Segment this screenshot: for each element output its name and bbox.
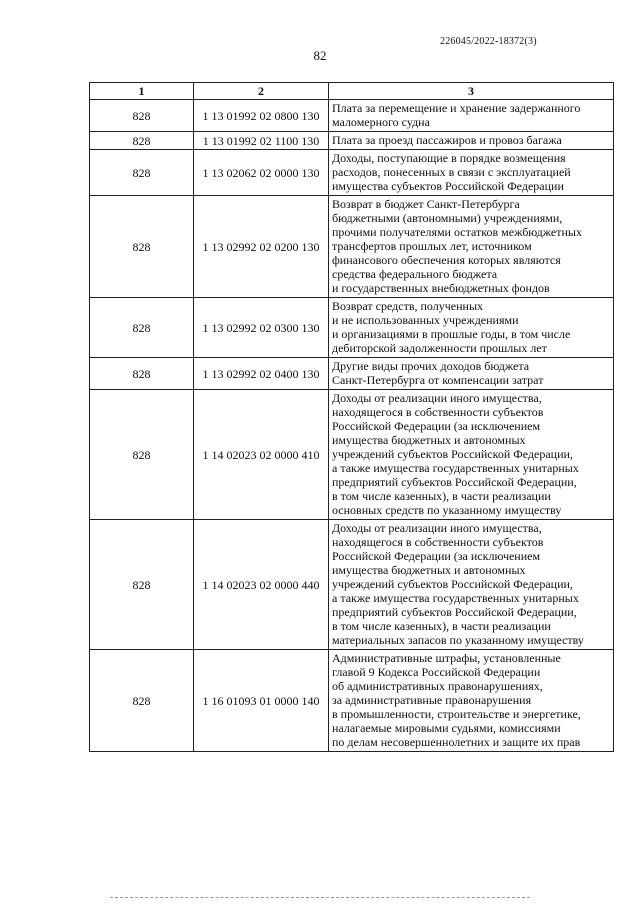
admin-code-cell: 828 <box>90 100 194 132</box>
description-text: Административные штрафы, установленные главой 9 Кодекса Российской Федерации об административных правонарушениях, за административные правонарушения в промышленности, строительстве и энергетике, налагаемые мировыми судьями, комиссиями по делам несовершеннолетних и защите их прав <box>332 651 581 749</box>
table-row <box>90 100 614 132</box>
budget-code-cell: 1 13 02992 02 0400 130 <box>194 358 329 390</box>
admin-code-cell: 828 <box>90 150 194 196</box>
admin-code-cell: 828 <box>90 520 194 650</box>
description-cell <box>329 100 614 132</box>
admin-code-cell: 828 <box>90 358 194 390</box>
table-row <box>90 298 614 358</box>
description-text: Возврат в бюджет Санкт-Петербурга бюджетными (автономными) учреждениями, прочими получателями остатков межбюджетных трансфертов прошлых лет, источником финансового обеспечения которых являются средства федерального бюджета и государственных внебюджетных фондов <box>332 197 582 295</box>
description-text: Доходы, поступающие в порядке возмещения расходов, понесенных в связи с эксплуатацией имущества субъектов Российской Федерации <box>332 151 571 193</box>
description-cell <box>329 196 614 298</box>
budget-code-cell: 1 14 02023 02 0000 410 <box>194 390 329 520</box>
description-text: Плата за перемещение и хранение задержанного маломерного судна <box>332 101 581 129</box>
table-row <box>90 390 614 520</box>
budget-code-cell: 1 13 01992 02 0800 130 <box>194 100 329 132</box>
table-row <box>90 196 614 298</box>
column-header-2: 2 <box>194 83 329 100</box>
budget-code-cell: 1 13 01992 02 1100 130 <box>194 132 329 150</box>
description-text: Другие виды прочих доходов бюджета Санкт-Петербурга от компенсации затрат <box>332 359 544 387</box>
admin-code-cell: 828 <box>90 132 194 150</box>
description-cell <box>329 358 614 390</box>
description-text: Доходы от реализации иного имущества, находящегося в собственности субъектов Российской Федерации (за исключением имущества бюджетных и автономных учреждений субъектов Российской Федерации, а также имущества государственных унитарных предприятий субъектов Российской Федерации, в том числе казенных), в части реализации основных средств по указанному имуществу <box>332 391 579 517</box>
page-number: 82 <box>313 48 327 63</box>
column-header-1: 1 <box>90 83 194 100</box>
table-row <box>90 520 614 650</box>
admin-code-cell: 828 <box>90 298 194 358</box>
description-cell <box>329 390 614 520</box>
description-text: Доходы от реализации иного имущества, находящегося в собственности субъектов Российской Федерации (за исключением имущества бюджетных и автономных учреждений субъектов Российской Федерации, а также имущества государственных унитарных предприятий субъектов Российской Федерации, в том числе казенных), в части реализации материальных запасов по указанному имуществу <box>332 521 584 647</box>
budget-code-cell: 1 13 02062 02 0000 130 <box>194 150 329 196</box>
admin-code-cell: 828 <box>90 650 194 752</box>
footer-divider <box>110 897 530 898</box>
budget-code-cell: 1 13 02992 02 0200 130 <box>194 196 329 298</box>
description-cell <box>329 132 614 150</box>
document-number: 226045/2022-18372(3) <box>440 36 537 47</box>
description-cell <box>329 150 614 196</box>
admin-code-cell: 828 <box>90 196 194 298</box>
description-cell <box>329 650 614 752</box>
description-text: Плата за проезд пассажиров и провоз багажа <box>332 133 562 147</box>
table-header-row <box>90 83 614 100</box>
table-row <box>90 132 614 150</box>
description-text: Возврат средств, полученных и не использованных учреждениями и организациями в прошлые годы, в том числе дебиторской задолженности прошлых лет <box>332 299 571 355</box>
table-row <box>90 358 614 390</box>
description-cell <box>329 520 614 650</box>
column-header-3: 3 <box>329 83 614 100</box>
table-row <box>90 150 614 196</box>
table-row <box>90 650 614 752</box>
budget-code-cell: 1 16 01093 01 0000 140 <box>194 650 329 752</box>
budget-code-cell: 1 14 02023 02 0000 440 <box>194 520 329 650</box>
budget-code-cell: 1 13 02992 02 0300 130 <box>194 298 329 358</box>
income-codes-table <box>89 82 614 752</box>
description-cell <box>329 298 614 358</box>
admin-code-cell: 828 <box>90 390 194 520</box>
